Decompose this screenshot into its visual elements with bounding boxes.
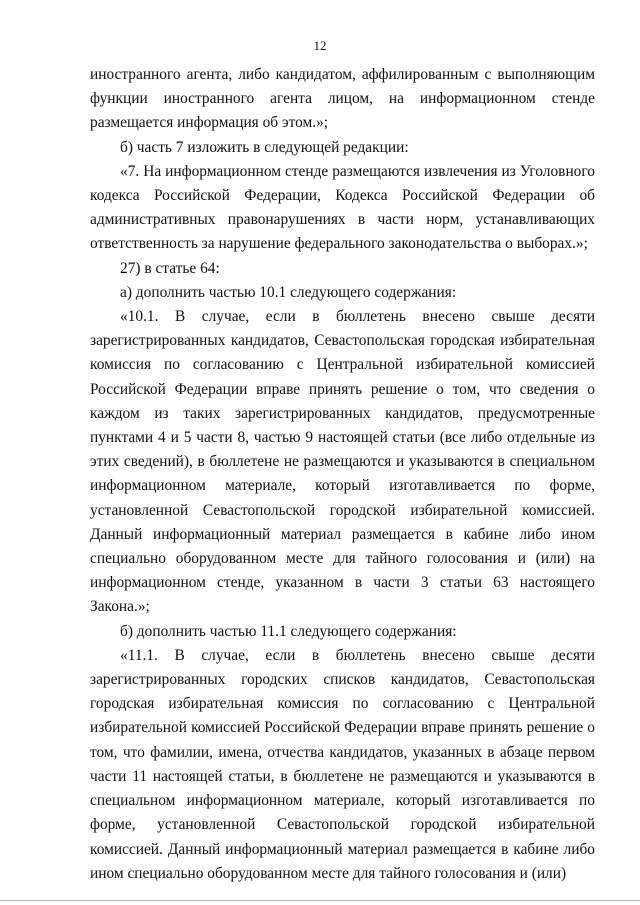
paragraph-part-10-1-heading: а) дополнить частью 10.1 следующего содержания: — [120, 283, 457, 301]
paragraph-article-64-heading: 27) в статье 64: — [120, 259, 220, 277]
page-number: 12 — [313, 38, 327, 53]
paragraph-continuation: иностранного агента, либо кандидатом, аффилированным с выполняющим функции иностранного агента лицом, на информационном стенде размещается информация об этом.»; — [90, 66, 595, 132]
paragraph-part-11-1-heading: б) дополнить частью 11.1 следующего содержания: — [120, 622, 457, 640]
paragraph-part-10-1-text: «10.1. В случае, если в бюллетень внесено свыше десяти зарегистрированных кандидатов, Севастопольская городская избирательная комиссия по согласованию с Центральной избирательной комиссией Российской Федерации вправе принять решение о том, что сведения о каждом из таких зарегистрированных кандидатов, предусмотренные пунктами 4 и 5 части 8, частью 9 настоящей статьи (все либо отдельные из этих сведений), в бюллетене не размещаются и указываются в специальном информационном материале, который изготавливается по форме, установленной Севастопольской городской избирательной комиссией. Данный информационный материал размещается в кабине либо ином специально оборудованном месте для тайного голосования и (или) на информационном стенде, указанном в части 3 статьи 63 настоящего Закона.»; — [90, 308, 595, 616]
document-body — [90, 63, 595, 886]
bottom-edge-line — [0, 900, 640, 901]
paragraph-part-11-1-text: «11.1. В случае, если в бюллетень внесено свыше десяти зарегистрированных городских списков кандидатов, Севастопольская городская избирательная комиссия по согласованию с Центральной избирательной комиссией Российской Федерации вправе принять решение о том, что фамилии, имена, отчества кандидатов, указанных в абзаце первом части 11 настоящей статьи, в бюллетене не размещаются и указываются в специальном информационном материале, который изготавливается по форме, установленной Севастопольской городской избирательной комиссией. Данный информационный материал размещается в кабине либо ином специально оборудованном месте для тайного голосования и (или) — [90, 646, 595, 882]
paragraph-part-7-heading: б) часть 7 изложить в следующей редакции: — [120, 138, 409, 156]
paragraph-part-7-text: «7. На информационном стенде размещаются извлечения из Уголовного кодекса Российской Федерации, Кодекса Российской Федерации об административных правонарушениях в части норм, устанавливающих ответственность за нарушение федерального законодательства о выборах.»; — [90, 162, 595, 253]
